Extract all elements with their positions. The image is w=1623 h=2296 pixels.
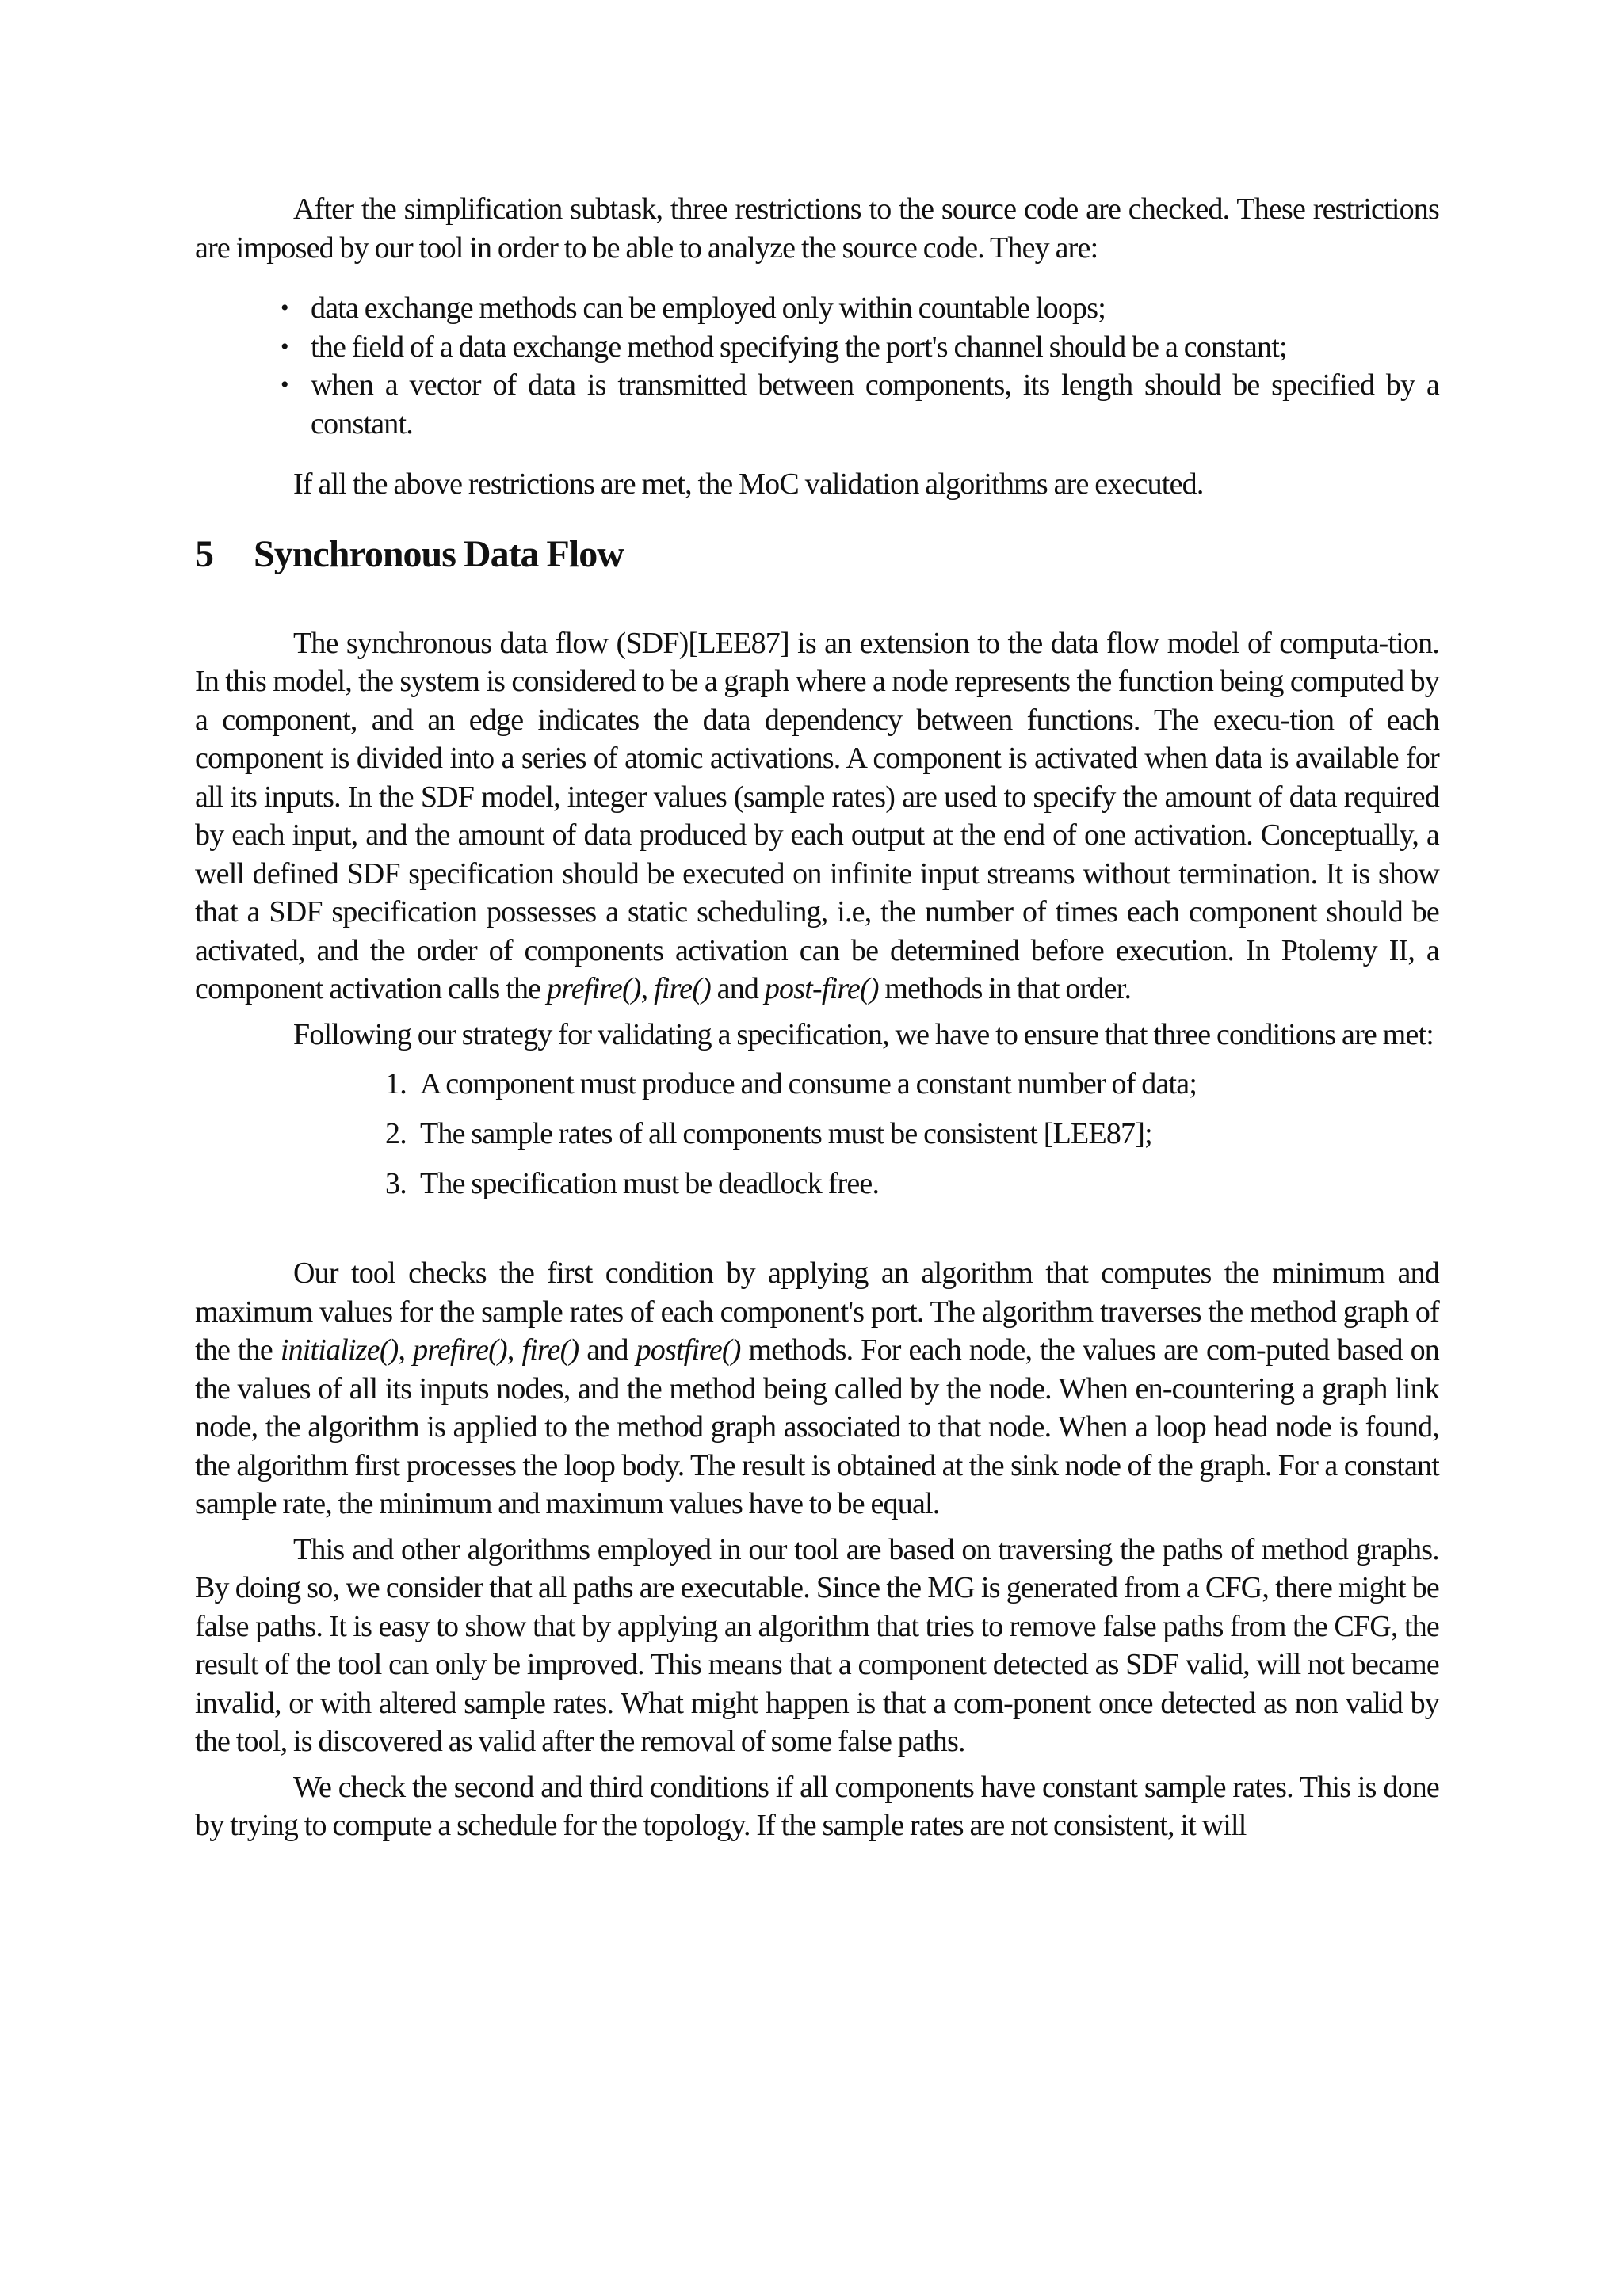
list-item — [281, 366, 1439, 443]
paragraph-text: , — [640, 972, 655, 1005]
intro-paragraph: After the simplification subtask, three restrictions to the source code are checked. These restrictions are imposed by our tool in order to be able to analyze the source code. They are: — [195, 193, 1439, 265]
method-name: post-fire() — [764, 972, 879, 1005]
method-name: prefire() — [413, 1333, 507, 1367]
sdf-definition-paragraph — [195, 624, 1439, 1009]
paragraph-text: Our tool checks the first condition by applying an algorithm that computes the minimum and maximum values for the sample rates of each component's port. The algorithm traverses the method graph of the the — [195, 1257, 1439, 1367]
first-condition-paragraph — [195, 1254, 1439, 1524]
method-name: fire() — [654, 972, 711, 1005]
paths-paragraph: This and other algorithms employed in our tool are based on traversing the paths of method graphs. By doing so, we consider that all paths are executable. Since the MG is generated from a CFG, there might be false paths. It is easy to show that by applying an algorithm that tries to remove false paths from the CFG, the result of the tool can only be improved. This means that a component detected as SDF valid, will not became invalid, or with altered sample rates. What might happen is that a com-ponent once detected as non valid by the tool, is discovered as valid after the removal of some false paths. — [195, 1532, 1439, 1758]
list-item — [385, 1115, 1439, 1153]
bullet-icon: • — [281, 372, 288, 398]
validation-paragraph: If all the above restrictions are met, the MoC validation algorithms are executed. — [293, 467, 1204, 501]
list-item — [385, 1065, 1439, 1103]
list-item-text: the field of a data exchange method specifying the port's channel should be a constant; — [311, 330, 1287, 364]
paragraph-text: and — [579, 1333, 636, 1367]
section-heading — [195, 531, 1439, 578]
list-item-text: when a vector of data is transmitted between components, its length should be specified by a constant. — [311, 368, 1439, 441]
paragraph-text: , — [398, 1333, 414, 1367]
section-title: Synchronous Data Flow — [254, 532, 624, 575]
paragraph-text: methods in that order. — [878, 972, 1132, 1005]
restrictions-list — [195, 289, 1439, 443]
document-page — [195, 190, 1439, 1845]
paragraph-text: methods. For each node, the values are com-puted based on the values of all its inputs nodes, and the method being called by the node. When en-countering a graph link node, the algorithm is applied to the method graph associated to that node. When a loop head node is found, the algorithm first processes the loop body. The result is obtained at the sink node of the graph. For a constant sample rate, the minimum and maximum values have to be equal. — [195, 1333, 1439, 1520]
section-number: 5 — [195, 532, 213, 575]
schedule-paragraph: We check the second and third conditions if all components have constant sample rates. This is done by trying to compute a schedule for the topology. If the sample rates are not consistent, it will — [195, 1770, 1439, 1842]
method-name: fire() — [521, 1333, 579, 1367]
bullet-icon: • — [281, 295, 288, 321]
list-item-text: The sample rates of all components must be consistent [LEE87]; — [420, 1117, 1152, 1150]
method-name: initialize() — [280, 1333, 399, 1367]
conditions-list — [195, 1065, 1439, 1203]
list-number: 3. — [385, 1167, 407, 1200]
list-item — [281, 328, 1439, 367]
list-item-text: The specification must be deadlock free. — [420, 1167, 880, 1200]
list-item — [385, 1165, 1439, 1203]
list-number: 1. — [385, 1067, 407, 1100]
list-item-text: A component must produce and consume a constant number of data; — [420, 1067, 1197, 1100]
method-name: prefire() — [546, 972, 641, 1005]
paragraph-text: , — [506, 1333, 522, 1367]
paragraph-text: and — [710, 972, 765, 1005]
list-item-text: data exchange methods can be employed only within countable loops; — [311, 292, 1106, 325]
method-name: postfire() — [636, 1333, 741, 1367]
strategy-paragraph: Following our strategy for validating a specification, we have to ensure that three conditions are met: — [293, 1017, 1434, 1051]
list-number: 2. — [385, 1117, 407, 1150]
list-item — [281, 289, 1439, 328]
bullet-icon: • — [281, 333, 288, 360]
paragraph-text: The synchronous data flow (SDF)[LEE87] is an extension to the data flow model of computa-tion. In this model, the system is considered to be a graph where a node represents the function being computed by a component, and an edge indicates the data dependency between functions. The execu-tion of each component is divided into a series of atomic activations. A component is activated when data is available for all its inputs. In the SDF model, integer values (sample rates) are used to specify the amount of data required by each input, and the amount of data produced by each output at the end of one activation. Conceptually, a well defined SDF specification should be executed on infinite input streams without termination. It is show that a SDF specification possesses a static scheduling, i.e, the number of times each component should be activated, and the order of components activation can be determined before execution. In Ptolemy II, a component activation calls the — [195, 626, 1439, 1005]
